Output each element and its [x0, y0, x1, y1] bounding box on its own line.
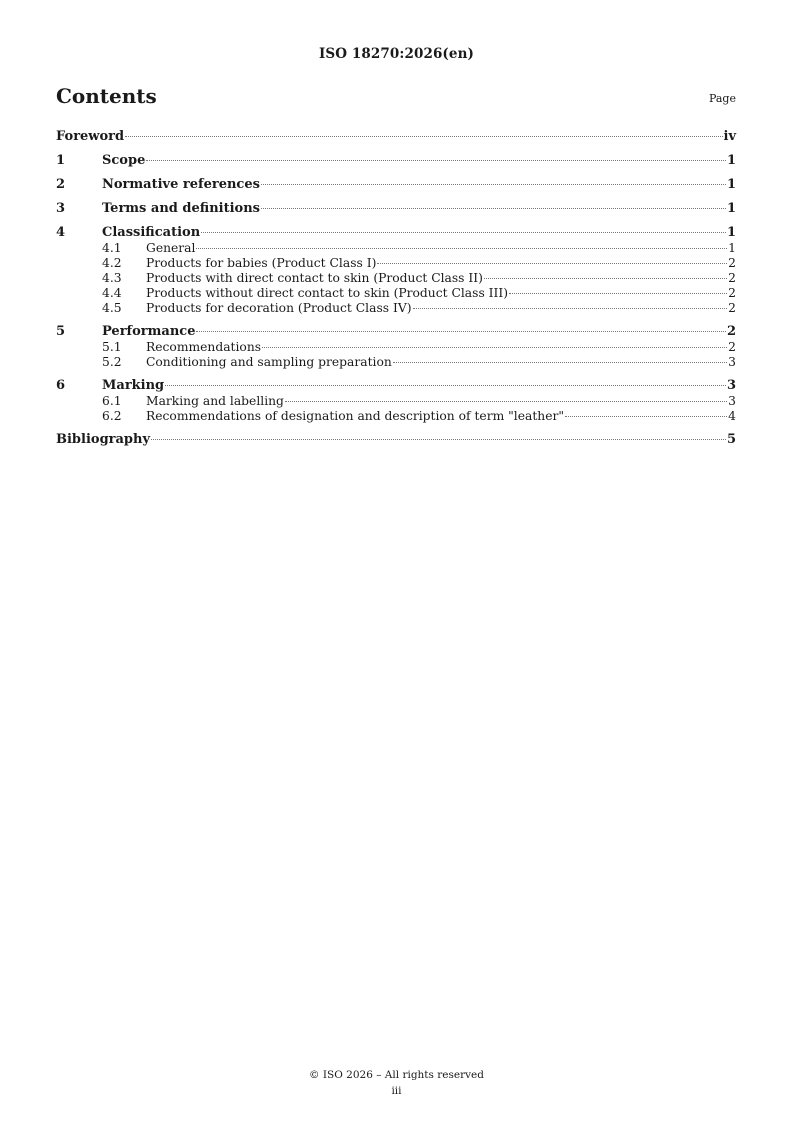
toc-entry-title: Conditioning and sampling preparation	[146, 355, 392, 369]
dot-leader	[201, 232, 726, 233]
toc-entry-number: 5	[56, 324, 66, 339]
page-footer	[0, 1067, 793, 1099]
toc-subentry-4-1[interactable]	[56, 241, 736, 256]
dot-leader	[261, 184, 726, 185]
toc-entry-title: General	[146, 241, 196, 255]
dot-leader	[393, 362, 727, 363]
toc-entry-title: Marking and labelling	[146, 394, 284, 408]
toc-entry-number: 4.5	[102, 301, 122, 315]
toc-entry-number: 5.2	[102, 355, 122, 369]
toc-entry-number: 4.2	[102, 256, 122, 270]
toc-subentry-4-2[interactable]	[56, 256, 736, 271]
toc-entry-number: 6	[56, 378, 66, 393]
toc-entry-number: 6.2	[102, 409, 122, 423]
toc-entry-title: Products without direct contact to skin (Product Class III)	[146, 286, 509, 300]
toc-entry-title: Performance	[102, 324, 196, 339]
toc-entry-page: 5	[726, 432, 736, 447]
toc-entry-number: 4.3	[102, 271, 122, 285]
dot-leader	[125, 136, 722, 137]
toc-entry-normative-references[interactable]	[56, 177, 736, 193]
dot-leader	[377, 263, 727, 264]
toc-entry-marking[interactable]	[56, 378, 736, 394]
toc-entry-title: Bibliography	[56, 432, 151, 447]
toc-entry-classification[interactable]	[56, 225, 736, 241]
toc-entry-page: iv	[723, 129, 736, 144]
toc-subentry-4-4[interactable]	[56, 286, 736, 301]
toc-entry-title: Recommendations	[146, 340, 262, 354]
copyright-notice: © ISO 2026 – All rights reserved	[309, 1069, 484, 1081]
toc-entry-title: Products with direct contact to skin (Product Class II)	[146, 271, 483, 285]
toc-entry-scope[interactable]	[56, 153, 736, 169]
toc-entry-number: 4	[56, 225, 66, 240]
dot-leader	[261, 208, 726, 209]
toc-subentry-6-1[interactable]	[56, 394, 736, 409]
toc-entry-page: 1	[726, 201, 736, 216]
toc-entry-performance[interactable]	[56, 324, 736, 340]
toc-entry-page: 2	[726, 324, 736, 339]
toc-entry-number: 1	[56, 153, 66, 168]
dot-leader	[484, 278, 727, 279]
toc-subentry-6-2[interactable]	[56, 409, 736, 424]
dot-leader	[151, 439, 726, 440]
toc-subentry-5-1[interactable]	[56, 340, 736, 355]
toc-entry-foreword[interactable]	[56, 129, 736, 145]
toc-entry-number: 4.1	[102, 241, 122, 255]
toc-entry-title: Products for decoration (Product Class IV)	[146, 301, 412, 315]
toc-entry-bibliography[interactable]	[56, 432, 736, 448]
toc-entry-page: 3	[728, 355, 736, 369]
toc-entry-title: Products for babies (Product Class I)	[146, 256, 377, 270]
toc-entry-page: 3	[728, 394, 736, 408]
dot-leader	[285, 401, 727, 402]
document-id-header: ISO 18270:2026(en)	[318, 46, 475, 62]
toc-entry-number: 6.1	[102, 394, 122, 408]
toc-entry-page: 4	[728, 409, 736, 423]
toc-subentry-5-2[interactable]	[56, 355, 736, 370]
dot-leader	[196, 248, 727, 249]
toc-entry-page: 1	[726, 177, 736, 192]
toc-entry-title: Normative references	[102, 177, 260, 192]
toc-entry-page: 1	[726, 225, 736, 240]
toc-subentry-4-5[interactable]	[56, 301, 736, 316]
toc-entry-number: 5.1	[102, 340, 122, 354]
dot-leader	[262, 347, 727, 348]
toc-entry-title: Marking	[102, 378, 165, 393]
dot-leader	[509, 293, 727, 294]
toc-entry-page: 2	[728, 340, 736, 354]
dot-leader	[565, 416, 727, 417]
toc-entry-page: 2	[728, 271, 736, 285]
toc-entry-page: 1	[728, 241, 736, 255]
dot-leader	[146, 160, 726, 161]
dot-leader	[196, 331, 725, 332]
toc-entry-title: Recommendations of designation and description of term "leather"	[146, 409, 565, 423]
toc-entry-page: 2	[728, 301, 736, 315]
table-of-contents	[56, 129, 736, 448]
toc-entry-page: 1	[726, 153, 736, 168]
toc-entry-title: Foreword	[56, 129, 125, 144]
dot-leader	[413, 308, 728, 309]
toc-entry-page: 2	[728, 286, 736, 300]
dot-leader	[165, 385, 726, 386]
toc-entry-title: Scope	[102, 153, 146, 168]
toc-entry-title: Classification	[102, 225, 201, 240]
page-column-label: Page	[708, 92, 736, 105]
page-number: iii	[391, 1085, 402, 1097]
toc-entry-number: 2	[56, 177, 66, 192]
toc-entry-page: 3	[726, 378, 736, 393]
toc-entry-title: Terms and definitions	[102, 201, 260, 216]
page-title: Contents	[56, 84, 157, 108]
toc-entry-number: 3	[56, 201, 66, 216]
toc-subentry-4-3[interactable]	[56, 271, 736, 286]
toc-entry-page: 2	[728, 256, 736, 270]
toc-entry-terms-and-definitions[interactable]	[56, 201, 736, 217]
toc-entry-number: 4.4	[102, 286, 122, 300]
